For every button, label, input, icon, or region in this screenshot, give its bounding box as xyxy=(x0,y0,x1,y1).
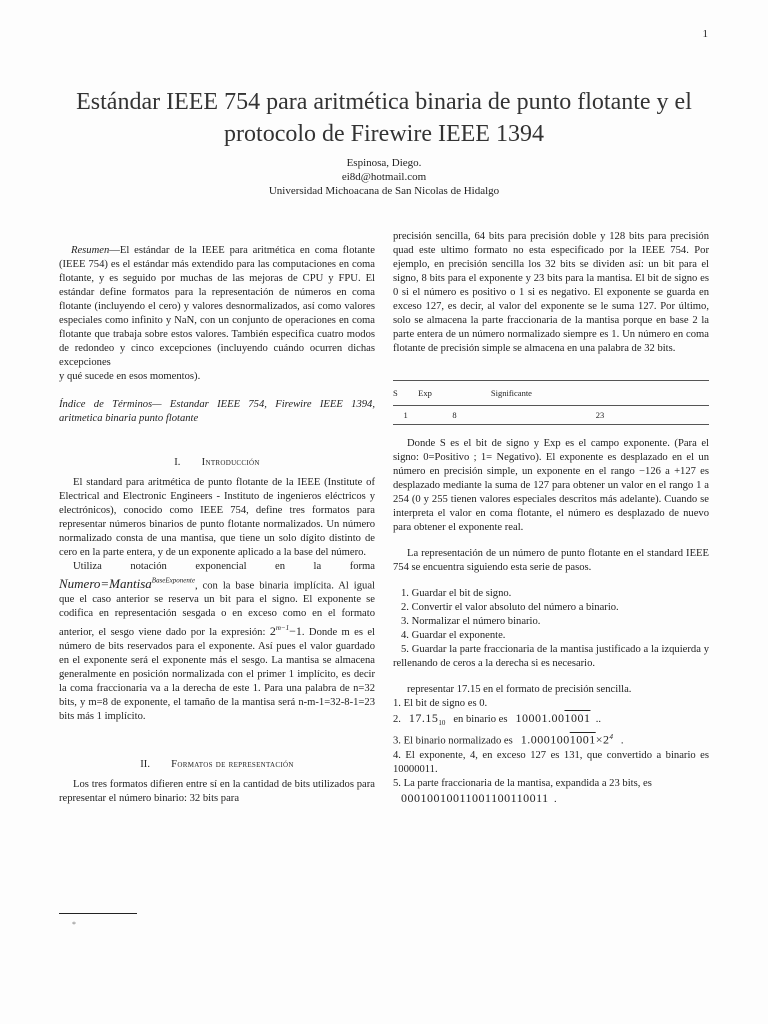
right-column xyxy=(393,230,709,807)
section-1-paragraph-1: El standard para aritmética de punto flotante de la IEEE (Institute of Electrical and Electronic Engineers - Instituto de ingenieros eléctricos y electrónicos), conocido como IEEE 754, define tres formatos para representar números binarios de punto flotante normalizados. Un número normalizado consta de una mantisa, que tiene un solo dígito distinto de cero en la parte entera, y de un exponente aplicado a la base del número. xyxy=(59,477,375,558)
section-1-heading xyxy=(59,456,375,470)
footnote-rule xyxy=(59,913,137,914)
abstract xyxy=(59,244,375,370)
format-table xyxy=(393,380,709,425)
steps-list xyxy=(393,587,709,671)
cell-exp: 8 xyxy=(418,406,491,425)
section-2-number: II. xyxy=(140,759,150,771)
cell-sign: 1 xyxy=(393,406,418,425)
author-email: ei8d@hotmail.com xyxy=(341,171,427,183)
example-step-2: 2. $17.15_{10}$ en binario es 10001.001001 .. xyxy=(393,711,602,728)
header-sign: S xyxy=(393,381,418,406)
step-item: 4. Guardar el exponente. xyxy=(401,630,506,641)
left-column xyxy=(59,244,375,806)
header-exp: Exp xyxy=(418,381,491,406)
author-affiliation: Universidad Michoacana de San Nicolas de Hidalgo xyxy=(268,185,500,197)
section-2-heading xyxy=(59,758,375,772)
abstract-end: y qué sucede en esos momentos). xyxy=(59,371,201,382)
section-2-paragraph-1: Los tres formatos difieren entre sí en la cantidad de bits utilizados para representar el número binario: 32 bits para xyxy=(59,779,375,805)
header-significand: Significante xyxy=(491,381,709,406)
step-item: 2. Convertir el valor absoluto del número a binario. xyxy=(401,602,619,613)
footnote-mark: * xyxy=(72,920,76,929)
example-mantissa-bits: 00010010011001100110011 . xyxy=(400,790,557,805)
format-table-header xyxy=(393,381,709,406)
formula-explanation: , con la base binaria implícita. Al igual que el caso anterior se reserva un bit para el signo. El exponente se codifica en representación sesgada o en exceso como en el formato anterior, el sesgo viene dado por la expresión: xyxy=(59,580,375,639)
abstract-label: Resumen xyxy=(71,245,110,256)
format-table-row xyxy=(393,406,709,425)
example-intro: representar 17.15 en el formato de precisión sencilla. xyxy=(407,684,632,695)
cell-significand: 23 xyxy=(491,406,709,425)
index-terms: Índice de Términos— Estandar IEEE 754, Firewire IEEE 1394, aritmetica binaria punto flotante xyxy=(59,399,375,424)
step-item: 1. Guardar el bit de signo. xyxy=(401,588,512,599)
right-paragraph-1: precisión sencilla, 64 bits para precisión doble y 128 bits para precisión quad este ultimo formato no esta especificado por la IEEE 754. Por ejemplo, en precisión sencilla los 32 bits se dividen así: un bit para el signo, 8 bits para el exponente y 23 bits para la mantisa. El bit de signo es 0 si el número es positivo o 1 si es negativo. El exponente se guarda en exceso 127, es decir, al valor del exponente se le suma 127. Por último, solo se almacena la parte fraccionaria de la mantisa porque en base 2 la parte entera de un número normalizado siempre es 1. Un número en coma flotante de precisión simple se almacena en una palabra de 32 bits. xyxy=(393,231,709,354)
exponential-formula: Numero=Mantisa$^{BaseExponente}$ xyxy=(59,576,195,592)
abstract-dash: — xyxy=(109,245,120,256)
abstract-text: El estándar de la IEEE para aritmética en coma flotante (IEEE 754) es el estándar más extendido para las computaciones en coma flotante, y es seguido por muchas de las mejoras de CPU y FPU. El estándar define formatos para la representación de números en coma flotante (incluyendo el cero) y valores desnormalizados, así como valores especiales como infinito y NaN, con un conjunto de operaciones en coma flotante que trabaja sobre estos valores. También especifica cuatro modos de redondeo y cinco excepciones (incluyendo cuándo ocurren dichas excepciones xyxy=(59,245,375,368)
step-item: 5. Guardar la parte fraccionaria de la mantisa justificado a la izquierda y rellenando de ceros a la derecha si es necesario. xyxy=(393,644,709,669)
right-paragraph-2: Donde S es el bit de signo y Exp es el campo exponente. (Para el signo: 0=Positivo ; 1= Negativo). El exponente es desplazado en el un número en precisión simple, un exponente en el rango −126 a +127 es desplazado mediante la suma de 127 para obtener un valor en el rango 1 a 254 (0 y 255 tienen valores especiales descritos más adelante). Cuando se interpreta el valor en coma flotante, el número es desplazado de nuevo para obtener el exponente real. xyxy=(393,438,709,533)
author-name: Espinosa, Diego. xyxy=(346,157,422,169)
example-step-4: 4. El exponente, 4, en exceso 127 es 131, que convertido a binario es 10000011. xyxy=(393,749,709,775)
page-number: 1 xyxy=(702,28,708,40)
example-step-3: 3. El binario normalizado es $1.0001001001\times 2^4$ . xyxy=(393,732,624,747)
step-item: 3. Normalizar el número binario. xyxy=(401,616,541,627)
author-block xyxy=(60,156,708,198)
bias-explanation: . Donde m es el número de bits reservados para el exponente. Así pues el valor guardado en el exponente será el exponente más el sesgo. La mantisa se almacena generalmente en posición normalizada con el primer 1 implícito, es decir la coma fraccionaria va a la derecha de este 1. Para una palabra de n=32 bits, y m=8 de exponente, el tamaño de la mantisa será n-m-1=32-8-1=23 bits más 1 implícito. xyxy=(59,627,376,723)
section-1-title: Introducción xyxy=(201,457,260,468)
section-2-title: Formatos de representación xyxy=(171,759,294,771)
example-step-5: 5. La parte fraccionaria de la mantisa, expandida a 23 bits, es xyxy=(393,777,652,789)
section-1-number: I. xyxy=(174,457,181,468)
paper-title: Estándar IEEE 754 para aritmética binaria de punto flotante y el protocolo de Firewire IEEE 1394 xyxy=(76,89,692,147)
notation-intro: Utiliza notación exponencial en la forma xyxy=(73,561,375,572)
section-1-paragraph-2 xyxy=(59,560,375,724)
bias-expression: $2^{m-1}-1$ xyxy=(269,624,302,639)
right-paragraph-3: La representación de un número de punto flotante en el standard IEEE 754 se encuentra siguiendo esta serie de pasos. xyxy=(393,548,709,573)
example-step-1: 1. El bit de signo es 0. xyxy=(393,698,488,709)
